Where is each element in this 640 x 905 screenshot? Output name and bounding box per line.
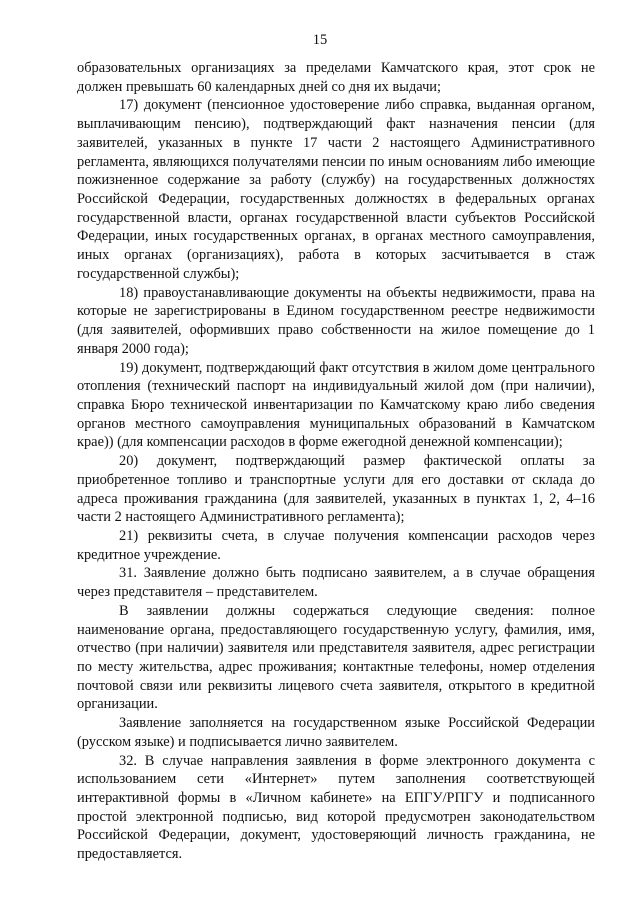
paragraph-item-21: 21) реквизиты счета, в случае получения компенсации расходов через кредитное учреждение. (77, 527, 595, 563)
paragraph-clause-31: 31. Заявление должно быть подписано заявителем, а в случае обращения через представителя – представителем. (77, 565, 595, 601)
paragraph-item-17: 17) документ (пенсионное удостоверение либо справка, выданная органом, выплачивающим пенсию), подтверждающий факт назначения пенсии (для заявителей, указанных в пункте 17 части 2 настоящего Административного регламента, являющихся получателями пенсии по иным основаниям либо имеющие пожизненное содержание за работу (службу) на государственных должностях Российской Федерации, государственных должностях в федеральных органах государственной власти, органах государственной власти субъектов Российской Федерации, иных государственных органах, в органах местного самоуправления, иных органах (организациях), работа в которых засчитывается в стаж государственной службы); (77, 97, 595, 282)
paragraph-item-18: 18) правоустанавливающие документы на объекты недвижимости, права на которые не зарегистрированы в Едином государственном реестре недвижимости (для заявителей, оформивших право собственности на жилое помещение до 1 января 2000 года); (77, 284, 595, 357)
document-body (77, 59, 595, 864)
page-number: 15 (312, 32, 328, 48)
paragraph-item-20: 20) документ, подтверждающий размер фактической оплаты за приобретенное топливо и транспортные услуги для его доставки от склада до адреса проживания гражданина (для заявителей, указанных в пунктах 1, 2, 4–16 части 2 настоящего Административного регламента); (77, 453, 595, 526)
paragraph-required-info: В заявлении должны содержаться следующие сведения: полное наименование органа, предоставляющего государственную услугу, фамилия, имя, отчество (при наличии) заявителя или представителя заявителя, адрес регистрации по месту жительства, адрес проживания; контактные телефоны, номер отделения почтовой связи или реквизиты лицевого счета заявителя, открытого в кредитной организации. (77, 602, 595, 713)
paragraph-item-19: 19) документ, подтверждающий факт отсутствия в жилом доме центрального отопления (технический паспорт на индивидуальный жилой дом (при наличии), справка Бюро технической инвентаризации по Камчатскому краю либо сведения органов местного самоуправления муниципальных образований в Камчатском крае)) (для компенсации расходов в форме ежегодной денежной компенсации); (77, 359, 595, 451)
paragraph-continuation: образовательных организациях за пределами Камчатского края, этот срок не должен превышать 60 календарных дней со дня их выдачи; (77, 60, 595, 95)
paragraph-language: Заявление заполняется на государственном языке Российской Федерации (русском языке) и подписывается лично заявителем. (77, 715, 595, 750)
paragraph-clause-32: 32. В случае направления заявления в форме электронного документа с использованием сети «Интернет» путем заполнения соответствующей интерактивной формы в «Личном кабинете» на ЕПГУ/РПГУ и подписанного простой электронной подписью, вид которой предусмотрен законодательством Российской Федерации, документ, удостоверяющий личность гражданина, не предоставляется. (77, 752, 595, 863)
